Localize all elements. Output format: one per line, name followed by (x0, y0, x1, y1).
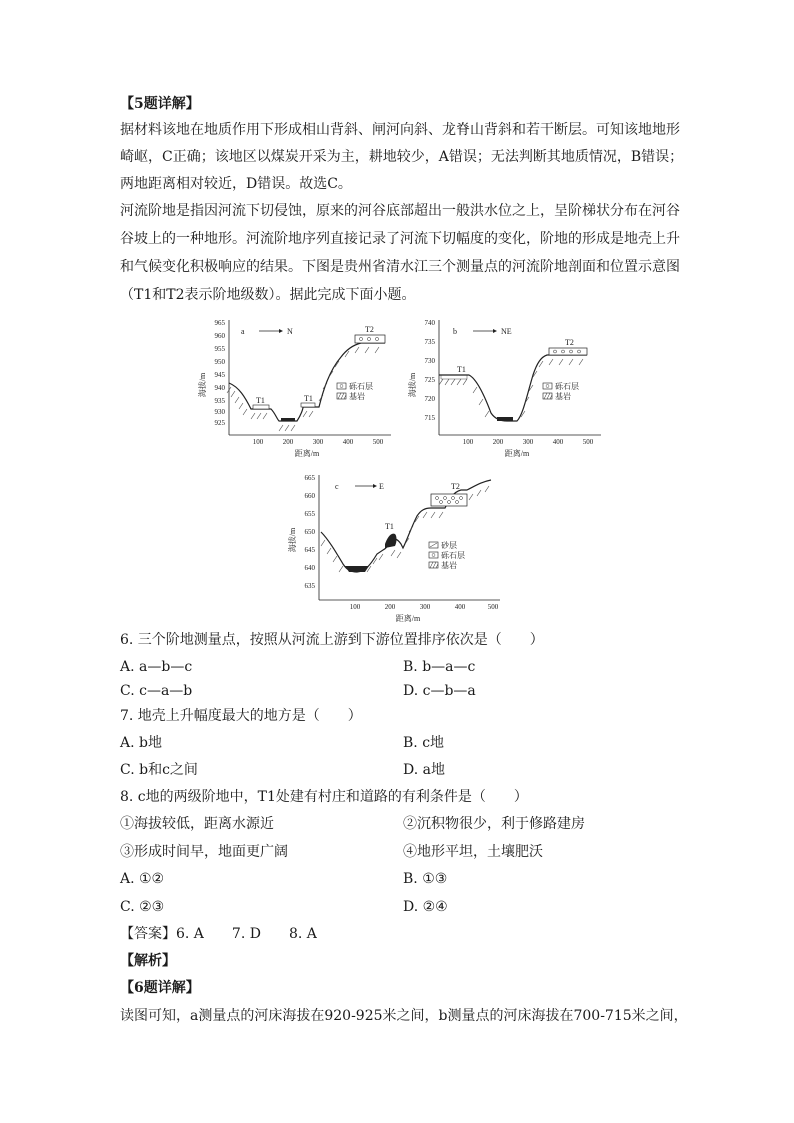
ytick-label: 665 (304, 474, 315, 482)
profile-a-figure (195, 315, 395, 460)
xtick-label: 100 (252, 438, 264, 446)
ytick-label: 735 (424, 338, 435, 346)
x-axis-label: 距离/m (395, 614, 421, 623)
terrace-t1-label: T1 (304, 394, 313, 403)
q8-option-a[interactable]: A. ①② (120, 871, 165, 887)
q7-stem: 7. 地壳上升幅度最大的地方是（ ） (120, 708, 362, 724)
q7-option-a[interactable]: A. b地 (120, 735, 162, 751)
terrace-t2-label: T2 (451, 482, 460, 491)
ytick-label: 640 (304, 564, 315, 572)
q7-option-c[interactable]: C. b和c之间 (120, 762, 198, 778)
intro-line-2: 谷坡上的一种地形。河流阶地序列直接记录了河流下切幅度的变化，阶地的形成是地壳上升 (120, 231, 680, 247)
profile-tag: b (453, 327, 457, 336)
q7-option-b[interactable]: B. c地 (403, 735, 445, 751)
section5-line-1: 据材料该地在地质作用下形成相山背斜、闸河向斜、龙脊山背斜和若干断层。可知该地地形 (120, 122, 680, 138)
ytick-label: 955 (214, 345, 225, 353)
direction-label: NE (501, 327, 512, 336)
answer-line: 【答案】6. A 7. D 8. A (120, 926, 317, 942)
ytick-label: 950 (214, 358, 225, 366)
xtick-label: 200 (384, 603, 396, 611)
intro-line-3: 和气候变化积极响应的结果。下图是贵州省清水江三个测量点的河流阶地剖面和位置示意图 (120, 259, 680, 275)
profile-tag: c (335, 482, 339, 491)
legend-bedrock: 基岩 (555, 392, 571, 401)
section6-heading: 【6题详解】 (120, 980, 200, 996)
section5-line-2: 崎岖，C正确；该地区以煤炭开采为主，耕地较少，A错误；无法判断其地质情况，B错误； (120, 149, 684, 165)
q6-option-b[interactable]: B. b—a—c (403, 659, 476, 675)
xtick-label: 200 (282, 438, 294, 446)
q6-option-a[interactable]: A. a—b—c (120, 659, 193, 675)
q6-option-d[interactable]: D. c—b—a (403, 683, 476, 699)
analysis-heading: 【解析】 (120, 953, 176, 969)
legend-bedrock: 基岩 (441, 561, 457, 570)
direction-label: N (287, 327, 293, 336)
profile-c-xticks (350, 603, 499, 611)
legend-sand: 砂层 (441, 541, 457, 550)
intro-line-4: （T1和T2表示阶地级数）。据此完成下面小题。 (120, 287, 416, 303)
ytick-label: 715 (424, 414, 435, 422)
legend-gravel: 砾石层 (555, 382, 579, 391)
xtick-label: 400 (552, 438, 564, 446)
xtick-label: 300 (419, 603, 431, 611)
profile-c-figure (285, 470, 510, 625)
ytick-label: 645 (304, 546, 315, 554)
ytick-label: 965 (214, 319, 225, 327)
xtick-label: 300 (522, 438, 534, 446)
xtick-label: 100 (349, 603, 361, 611)
ytick-label: 660 (304, 492, 315, 500)
q6-stem: 6. 三个阶地测量点，按照从河流上游到下游位置排序依次是（ ） (120, 632, 544, 648)
q6-option-c[interactable]: C. c—a—b (120, 683, 193, 699)
xtick-label: 500 (372, 438, 384, 446)
profile-a-xticks (253, 438, 384, 446)
q8-stem: 8. c地的两级阶地中，T1处建有村庄和道路的有利条件是（ ） (120, 789, 528, 805)
ytick-label: 960 (214, 332, 225, 340)
xtick-label: 400 (342, 438, 354, 446)
x-axis-label: 距离/m (504, 449, 530, 458)
y-axis-label: 海拔/m (198, 372, 207, 398)
xtick-label: 500 (582, 438, 594, 446)
terrace-t2-label: T2 (365, 325, 374, 334)
q8-statement-3: ③形成时间早，地面更广阔 (120, 844, 288, 860)
profile-a-yticks (215, 319, 226, 427)
section5-heading: 【5题详解】 (120, 96, 200, 112)
ytick-label: 655 (304, 510, 315, 518)
q8-option-b[interactable]: B. ①③ (403, 871, 448, 887)
terrace-t1-label: T1 (457, 365, 466, 374)
q8-option-d[interactable]: D. ②④ (403, 899, 448, 915)
terrace-t1-label: T1 (385, 522, 394, 531)
profile-tag: a (241, 327, 245, 336)
xtick-label: 400 (454, 603, 466, 611)
xtick-label: 100 (462, 438, 474, 446)
x-axis-label: 距离/m (294, 449, 320, 458)
xtick-label: 500 (487, 603, 499, 611)
ytick-label: 930 (214, 408, 225, 416)
ytick-label: 725 (424, 376, 435, 384)
section5-line-3: 两地距离相对较近，D错误。故选C。 (120, 176, 352, 192)
profile-b-yticks (425, 319, 436, 422)
ytick-label: 925 (214, 419, 225, 427)
y-axis-label: 海拔/m (288, 527, 297, 553)
ytick-label: 720 (424, 395, 435, 403)
legend-bedrock: 基岩 (349, 392, 365, 401)
q8-statement-4: ④地形平坦，土壤肥沃 (403, 844, 543, 860)
section6-line: 读图可知，a测量点的河床海拔在920-925米之间，b测量点的河床海拔在700-715米之间， (120, 1008, 688, 1024)
legend-gravel: 砾石层 (349, 382, 373, 391)
intro-line-1: 河流阶地是指因河流下切侵蚀，原来的河谷底部超出一般洪水位之上，呈阶梯状分布在河谷 (120, 203, 680, 219)
q8-statement-1: ①海拔较低，距离水源近 (120, 816, 274, 832)
ytick-label: 935 (214, 397, 225, 405)
profile-c-yticks (305, 474, 316, 590)
ytick-label: 650 (304, 528, 315, 536)
q8-statement-2: ②沉积物很少，利于修路建房 (403, 816, 585, 832)
xtick-label: 300 (312, 438, 324, 446)
profile-b-figure (405, 315, 605, 460)
ytick-label: 730 (424, 357, 435, 365)
y-axis-label: 海拔/m (408, 372, 417, 398)
direction-label: E (379, 482, 384, 491)
q7-option-d[interactable]: D. a地 (403, 762, 445, 778)
terrace-t2-label: T2 (565, 338, 574, 347)
q8-option-c[interactable]: C. ②③ (120, 899, 165, 915)
terrace-t1-label: T1 (256, 396, 265, 405)
ytick-label: 740 (424, 319, 435, 327)
ytick-label: 635 (304, 582, 315, 590)
xtick-label: 200 (492, 438, 504, 446)
ytick-label: 945 (214, 371, 225, 379)
profile-b-xticks (463, 438, 594, 446)
ytick-label: 940 (214, 384, 225, 392)
legend-gravel: 砾石层 (441, 551, 465, 560)
